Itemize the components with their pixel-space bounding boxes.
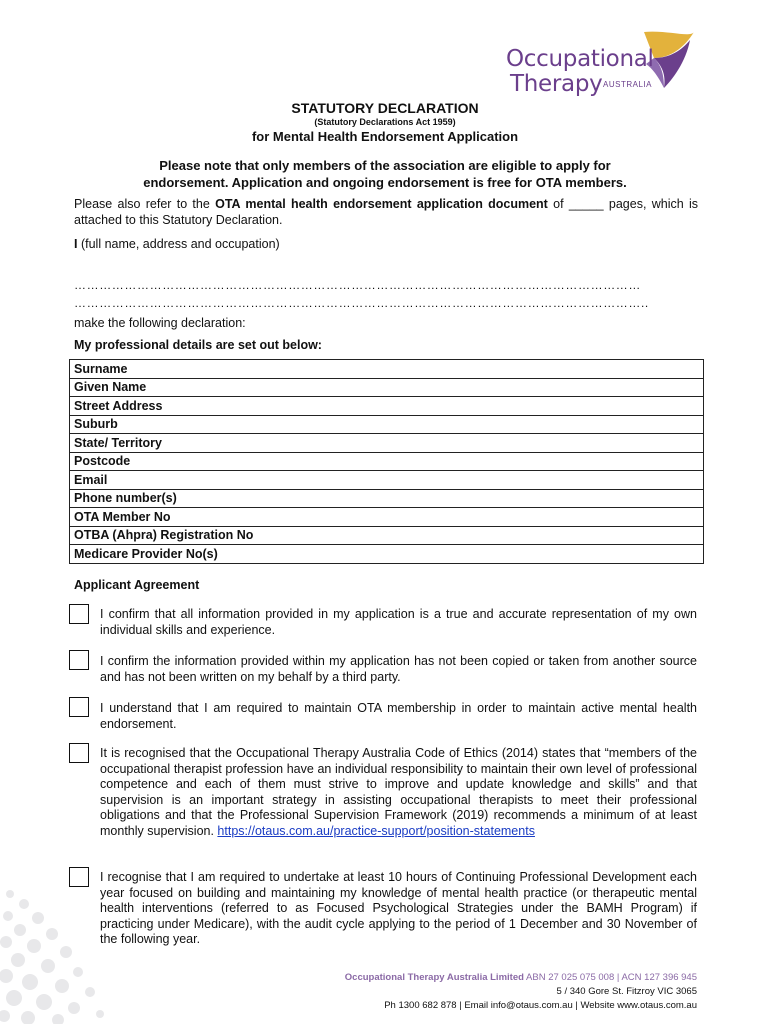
name-fill-line-2[interactable]: ………………………………………………………………………………………………………………………..	[74, 296, 649, 310]
logo-text-occupational: Occupational	[506, 46, 654, 72]
table-row	[70, 545, 704, 564]
footer-company-line	[345, 972, 697, 983]
field-medicare-provider-no[interactable]: Medicare Provider No(s)	[70, 545, 704, 564]
full-name-prompt	[74, 236, 698, 252]
refer-paragraph	[74, 196, 698, 228]
table-row	[70, 434, 704, 453]
agreement-text-1: I confirm that all information provided in my application is a true and accurate representation of my own individual skills and experience.	[100, 607, 697, 637]
agreement-checkbox-2[interactable]	[69, 650, 89, 670]
refer-text-post: of _____ pages, which is attached to this Statutory Declaration.	[74, 197, 698, 227]
agreement-checkbox-3[interactable]	[69, 697, 89, 717]
declaration-lead: make the following declaration:	[74, 316, 246, 330]
footer-contact: Ph 1300 682 878 | Email info@otaus.com.au | Website www.otaus.com.au	[384, 1000, 697, 1011]
field-street-address[interactable]: Street Address	[70, 397, 704, 416]
table-row	[70, 489, 704, 508]
logo-text-therapy: Therapy	[510, 71, 603, 97]
agreement-text-4-body: It is recognised that the Occupational Therapy Australia Code of Ethics (2014) states that “members of the occupational therapist profession have an individual responsibility to maintain their own level of professional competence and each of them must strive to improve and update knowledge and skills” and that supervision is an important strategy in assisting occupational therapists to meet their professional obligations and that the Professional Supervision Framework (2019) recommends a minimum of at least monthly supervision.	[100, 746, 697, 838]
refer-document-name: OTA mental health endorsement application document	[215, 197, 548, 211]
footer-address: 5 / 340 Gore St. Fitzroy VIC 3065	[556, 986, 697, 997]
ota-logo	[506, 28, 696, 98]
field-otba-registration-no[interactable]: OTBA (Ahpra) Registration No	[70, 526, 704, 545]
field-phone-numbers[interactable]: Phone number(s)	[70, 489, 704, 508]
field-ota-member-no[interactable]: OTA Member No	[70, 508, 704, 527]
applicant-agreement-heading: Applicant Agreement	[74, 578, 200, 592]
act-reference: (Statutory Declarations Act 1959)	[314, 117, 456, 127]
full-name-prompt-text: (full name, address and occupation)	[77, 237, 280, 251]
notice-line-1: Please note that only members of the association are eligible to apply for	[159, 158, 611, 173]
agreement-checkbox-1[interactable]	[69, 604, 89, 624]
agreement-checkbox-4[interactable]	[69, 743, 89, 763]
table-row	[70, 452, 704, 471]
table-row	[70, 508, 704, 527]
footer-abn-acn: ABN 27 025 075 008 | ACN 127 396 945	[523, 972, 697, 983]
agreement-checkbox-5[interactable]	[69, 867, 89, 887]
field-state-territory[interactable]: State/ Territory	[70, 434, 704, 453]
agreement-text-2: I confirm the information provided within my application has not been copied or taken from another source and has not been written on my behalf by a third party.	[100, 654, 697, 684]
table-row	[70, 471, 704, 490]
name-fill-line-1[interactable]: ………………………………………………………………………………………………………………………	[74, 278, 641, 292]
refer-text-pre: Please also refer to the	[74, 197, 216, 211]
agreement-text-3: I understand that I am required to maintain OTA membership in order to maintain active mental health endorsement.	[100, 701, 697, 731]
agreement-text-5: I recognise that I am required to undertake at least 10 hours of Continuing Professional Development each year focused on building and maintaining my knowledge of mental health practice (or therapeutic mental health interventions (referred to as Focused Psychological Strategies under the BAMH Program) if practicing under Medicare), with the audit cycle applying to the period of 1 December and 30 November of the following year.	[100, 870, 697, 946]
field-postcode[interactable]: Postcode	[70, 452, 704, 471]
position-statements-link[interactable]: https://otaus.com.au/practice-support/position-statements	[217, 823, 535, 838]
footer-org-name: Occupational Therapy Australia Limited	[344, 972, 524, 983]
field-email[interactable]: Email	[70, 471, 704, 490]
decorative-dot-pattern	[0, 874, 110, 1024]
field-given-name[interactable]: Given Name	[70, 378, 704, 397]
details-heading: My professional details are set out below:	[74, 338, 322, 352]
agreement-text-4	[100, 746, 697, 839]
table-row	[70, 360, 704, 379]
page-subtitle: for Mental Health Endorsement Application	[251, 129, 519, 144]
eligibility-notice	[0, 157, 770, 191]
table-row	[70, 415, 704, 434]
i-label: I	[74, 237, 78, 251]
professional-details-table	[69, 359, 704, 564]
page-title: STATUTORY DECLARATION	[291, 100, 479, 116]
logo-text-australia: AUSTRALIA	[603, 80, 652, 89]
table-row	[70, 526, 704, 545]
field-suburb[interactable]: Suburb	[70, 415, 704, 434]
field-surname[interactable]: Surname	[70, 360, 704, 379]
notice-line-2: endorsement. Application and ongoing endorsement is free for OTA members.	[143, 175, 627, 190]
table-row	[70, 378, 704, 397]
table-row	[70, 397, 704, 416]
